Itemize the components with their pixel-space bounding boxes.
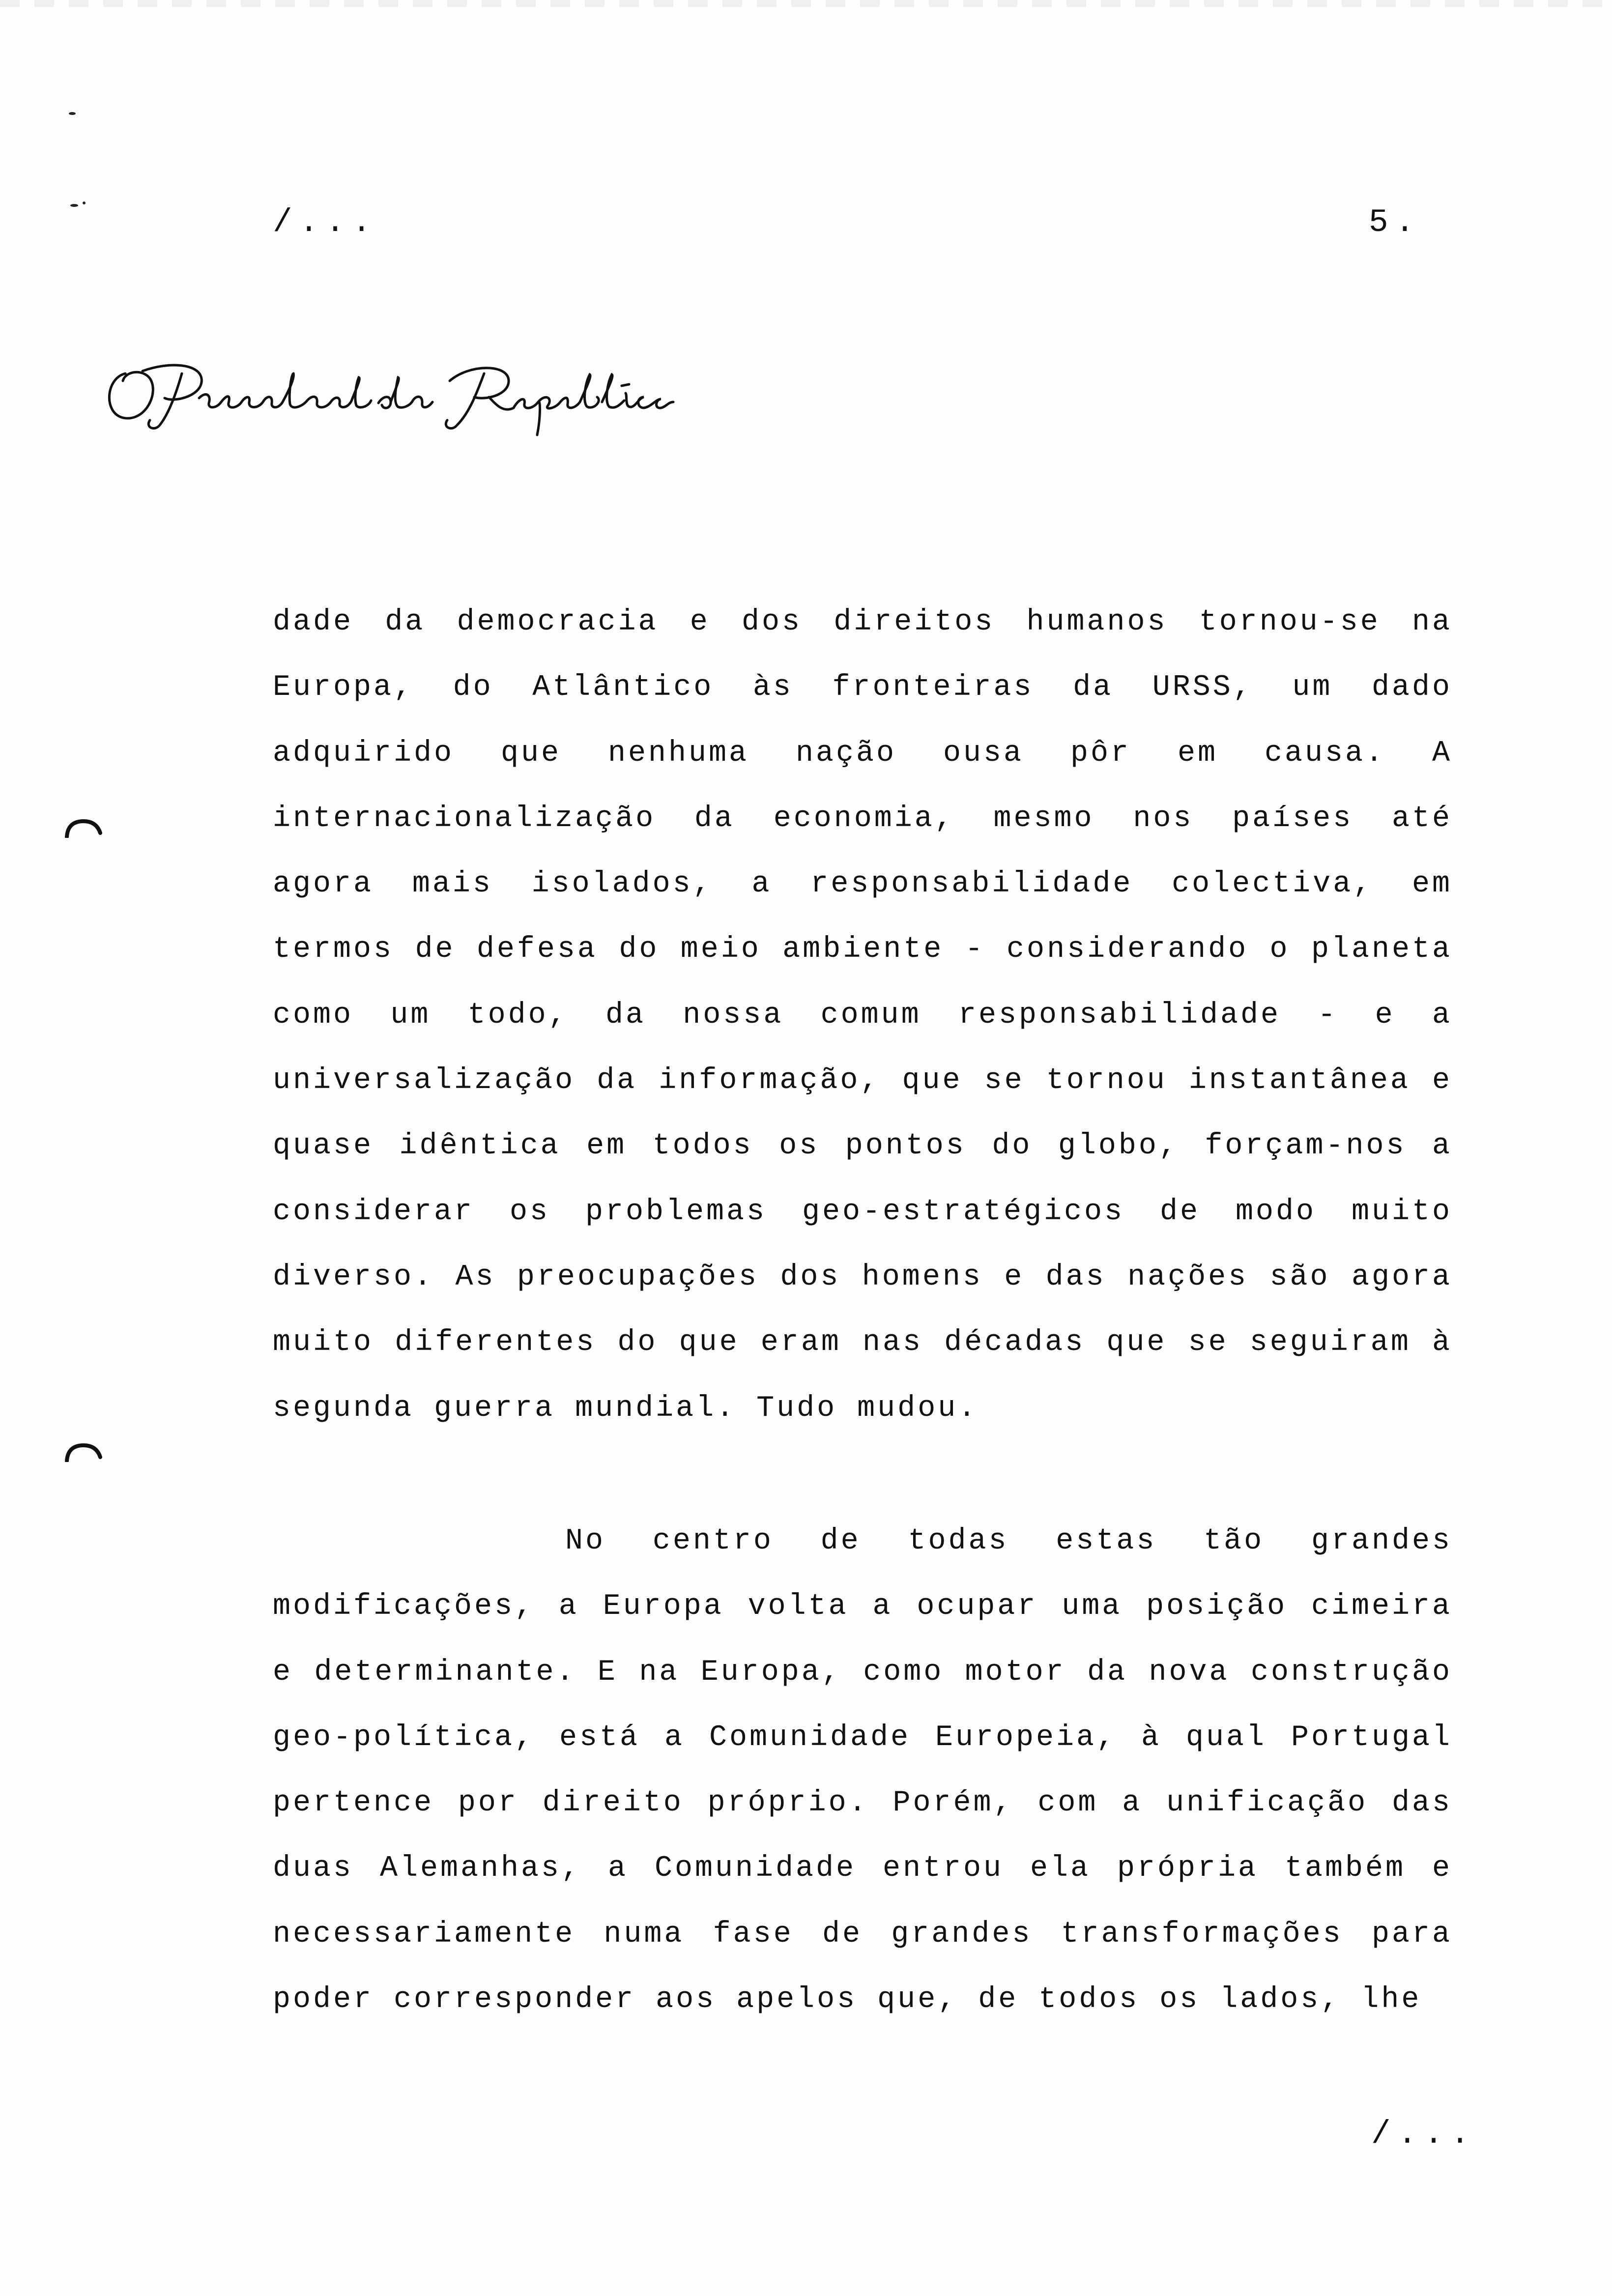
scan-speck bbox=[83, 201, 86, 204]
body-paragraph-2: No centro de todas estas tão grandes modificações, a Europa volta a ocupar uma posição cimeira e determinante. E na Europa, como motor da nova construção geo-política, está a Comunidade Europeia, à qual Portugal pertence por direito próprio. Porém, com a unificação das duas Alemanhas, a Comunidade entrou ela própria também e necessariamente numa fase de grandes transformações para poder corresponder aos apelos que, de todos os lados, lhe bbox=[273, 1524, 1452, 2017]
body-paragraph-1: dade da democracia e dos direitos humanos tornou-se na Europa, do Atlântico às fronteiras da URSS, um dado adquirido que nenhuma nação ousa pôr em causa. A internacionalização da economia, mesmo nos países até agora mais isolados, a responsabilidade colectiva, em termos de defesa do meio ambiente - considerando o planeta como um todo, da nossa comum responsabilidade - e a universalização da informação, que se tornou instantânea e quase idêntica em todos os pontos do globo, forçam-nos a considerar os problemas geo-estratégicos de modo muito diverso. As preocupações dos homens e das nações são agora muito diferentes do que eram nas décadas que se seguiram à segunda guerra mundial. Tudo mudou. bbox=[273, 605, 1452, 1425]
continuation-mark-bottom: /... bbox=[1371, 2116, 1477, 2152]
punch-hole-mark bbox=[64, 818, 103, 838]
letterhead-logo bbox=[96, 344, 686, 442]
scan-speck bbox=[70, 204, 78, 207]
continuation-mark-top: /... bbox=[273, 204, 378, 241]
scan-speck bbox=[69, 112, 76, 115]
scan-edge-artifact bbox=[0, 0, 1612, 7]
punch-hole-mark bbox=[64, 1442, 103, 1462]
page-number: 5. bbox=[1369, 204, 1422, 241]
